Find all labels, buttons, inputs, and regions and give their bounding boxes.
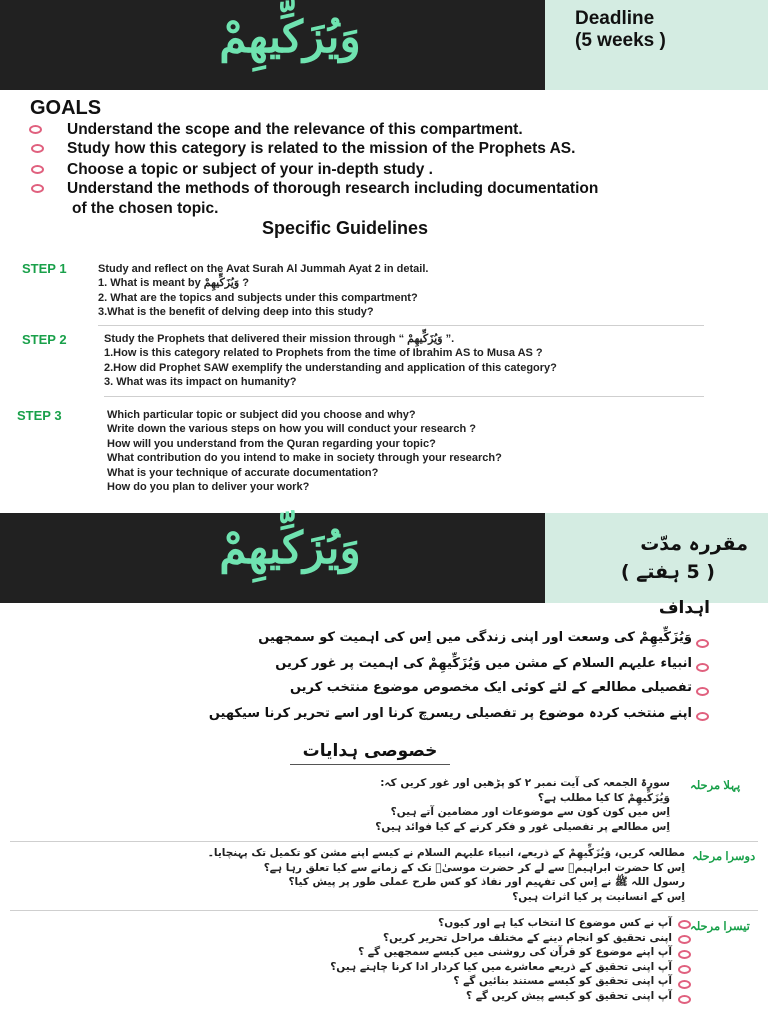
step3-line: Which particular topic or subject did you choose and why? xyxy=(107,409,416,421)
urdu-step2-text xyxy=(100,846,685,904)
goal-bullet-icon xyxy=(696,687,709,696)
urdu-goal-item: اپنے منتخب کردہ موضوع پر تفصیلی ریسرچ کرنا اور اسے تحریر کرنا سیکھیں xyxy=(208,706,692,721)
step3-line: What is your technique of accurate documentation? xyxy=(107,466,379,479)
step3-line: How do you plan to deliver your work? xyxy=(107,481,310,494)
step2-line: 1.How is this category related to Prophets from the time of Ibrahim AS to Musa AS ? xyxy=(104,347,543,360)
urdu-deadline-value: ( 5 ہفتے ) xyxy=(620,561,715,583)
goal-bullet-icon xyxy=(696,663,709,672)
goal-bullet-icon xyxy=(696,712,709,721)
urdu-step2-line: مطالعہ کریں، وَيُزَكِّيهِمْ کے ذریعے، انبیاء علیہم السلام نے کیسے اپنے مشن کو تکمیل تک پہنچایا۔ xyxy=(207,847,685,859)
divider xyxy=(290,764,450,765)
divider xyxy=(104,396,704,397)
goal-item: Choose a topic or subject of your in-depth study . xyxy=(67,161,433,178)
urdu-bullet-icon xyxy=(678,935,691,944)
urdu-step3-line: آپ نے کس موضوع کا انتخاب کیا ہے اور کیوں؟ xyxy=(438,917,672,929)
step3-line: What contribution do you intend to make in society through your research? xyxy=(107,452,502,465)
step1-text xyxy=(98,262,428,320)
step3-line: Write down the various steps on how you will conduct your research ? xyxy=(107,423,476,436)
step1-line: 2. What are the topics and subjects under this compartment? xyxy=(98,291,418,304)
english-header-title: وَيُزَكِّيهِمْ xyxy=(219,12,361,63)
goal-item: Understand the methods of thorough research including documentation xyxy=(67,180,599,197)
goal-item-continuation: of the chosen topic. xyxy=(72,200,219,217)
divider xyxy=(10,910,758,911)
goal-item: Understand the scope and the relevance of this compartment. xyxy=(67,121,523,138)
urdu-step1-line: اِس میں کون کون سے موضوعات اور مضامین آتے ہیں؟ xyxy=(390,806,670,819)
urdu-header-title: وَيُزَكِّيهِمْ xyxy=(219,523,361,574)
urdu-step2-line: اِس کا حضرت ابراہیمؑ سے لے کر حضرت موسیٰؑ تک کے زمانے سے کیا تعلق رہا ہے؟ xyxy=(263,861,685,874)
step3-line: How will you understand from the Quran regarding your topic? xyxy=(107,437,436,450)
urdu-step1-line: اِس مطالعے پر تفصیلی غور و فکر کرنے کے کیا فوائد ہیں؟ xyxy=(375,820,670,833)
urdu-step2-label: دوسرا مرحلہ xyxy=(692,851,756,863)
step1-line: Study and reflect on the Avat Surah Al Jummah Ayat 2 in detail. xyxy=(98,263,429,275)
urdu-bullet-icon xyxy=(678,920,691,929)
urdu-deadline-label: مقررہ مدّت xyxy=(640,533,748,555)
goal-bullet-icon xyxy=(696,639,709,648)
urdu-goal-item: انبیاء علیہم السلام کے مشن میں وَيُزَكِّيهِمْ کی اہمیت پر غور کریں xyxy=(275,656,692,671)
step2-label: STEP 2 xyxy=(22,332,67,347)
urdu-step1-label: پہلا مرحلہ xyxy=(690,780,741,792)
divider xyxy=(98,325,704,326)
urdu-step3-bullets xyxy=(678,920,691,1004)
step1-line: 3.What is the benefit of delving deep into this study? xyxy=(98,306,374,319)
urdu-step3-label: تیسرا مرحلہ xyxy=(690,921,750,933)
urdu-bullet-icon xyxy=(678,980,691,989)
urdu-step1-line: سورۃ الجمعہ کی آیت نمبر ۲ کو پڑھیں اور غور کریں کہ: xyxy=(380,777,670,789)
goals-heading: GOALS xyxy=(30,97,102,119)
urdu-bullet-icon xyxy=(678,965,691,974)
step3-label: STEP 3 xyxy=(17,408,62,423)
deadline-value: (5 weeks ) xyxy=(575,30,666,51)
urdu-step2-line: اِس کے انسانیت پر کیا اثرات ہیں؟ xyxy=(512,890,685,903)
urdu-guidelines-title: خصوصی ہدایات xyxy=(302,741,438,761)
step2-line: Study the Prophets that delivered their mission through “ وَيُزَكِّيهِمْ ”. xyxy=(104,333,455,345)
goal-item: Study how this category is related to the mission of the Prophets AS. xyxy=(67,140,576,157)
urdu-bullet-icon xyxy=(678,950,691,959)
goal-bullet-icon xyxy=(31,144,44,153)
urdu-step2-line: رسول اللہ ﷺ نے اِس کی تفہیم اور نفاذ کو کس طرح عملی طور پر پیش کیا؟ xyxy=(288,876,685,889)
step1-line: 1. What is meant by وَيُزَكِّيهِمْ ? xyxy=(98,277,249,290)
urdu-goal-item: وَيُزَكِّيهِمْ کی وسعت اور اپنی زندگی میں اِس کی اہمیت کو سمجھیں xyxy=(258,630,692,645)
urdu-step3-line: آپ اپنی تحقیق کو کیسے مستند بنائیں گے ؟ xyxy=(453,975,672,988)
urdu-step1-text xyxy=(250,776,670,834)
urdu-goal-item: تفصیلی مطالعے کے لئے کوئی ایک مخصوص موضوع منتخب کریں xyxy=(289,680,692,695)
urdu-step3-line: آپ اپنی تحقیق کے ذریعے معاشرے میں کیا کردار ادا کرنا چاہتے ہیں؟ xyxy=(330,960,672,973)
urdu-goals-heading: اہداف xyxy=(658,598,710,618)
goal-bullet-icon xyxy=(29,125,42,134)
urdu-step3-line: اپنی تحقیق کو انجام دینے کے مختلف مراحل تحریر کریں؟ xyxy=(383,931,672,944)
deadline-label: Deadline xyxy=(575,8,655,29)
urdu-bullet-icon xyxy=(678,995,691,1004)
step2-text xyxy=(104,332,557,390)
urdu-step1-line: وَيُزَكِّيهِمْ کا کیا مطلب ہے؟ xyxy=(537,791,670,804)
step1-label: STEP 1 xyxy=(22,261,67,276)
urdu-step3-text xyxy=(200,916,672,1004)
goal-bullet-icon xyxy=(31,165,44,174)
step2-line: 2.How did Prophet SAW exemplify the understanding and application of this category? xyxy=(104,361,557,374)
urdu-step3-line: آپ اپنی تحقیق کو کیسے پیش کریں گے ؟ xyxy=(465,989,672,1002)
step2-line: 3. What was its impact on humanity? xyxy=(104,376,297,389)
goal-bullet-icon xyxy=(31,184,44,193)
urdu-deadline-box xyxy=(545,513,768,603)
guidelines-title: Specific Guidelines xyxy=(262,218,429,238)
divider xyxy=(10,841,758,842)
urdu-step3-line: آپ اپنے موضوع کو قرآن کی روشنی میں کیسے سمجھیں گے ؟ xyxy=(358,946,672,959)
step3-text xyxy=(107,408,502,494)
